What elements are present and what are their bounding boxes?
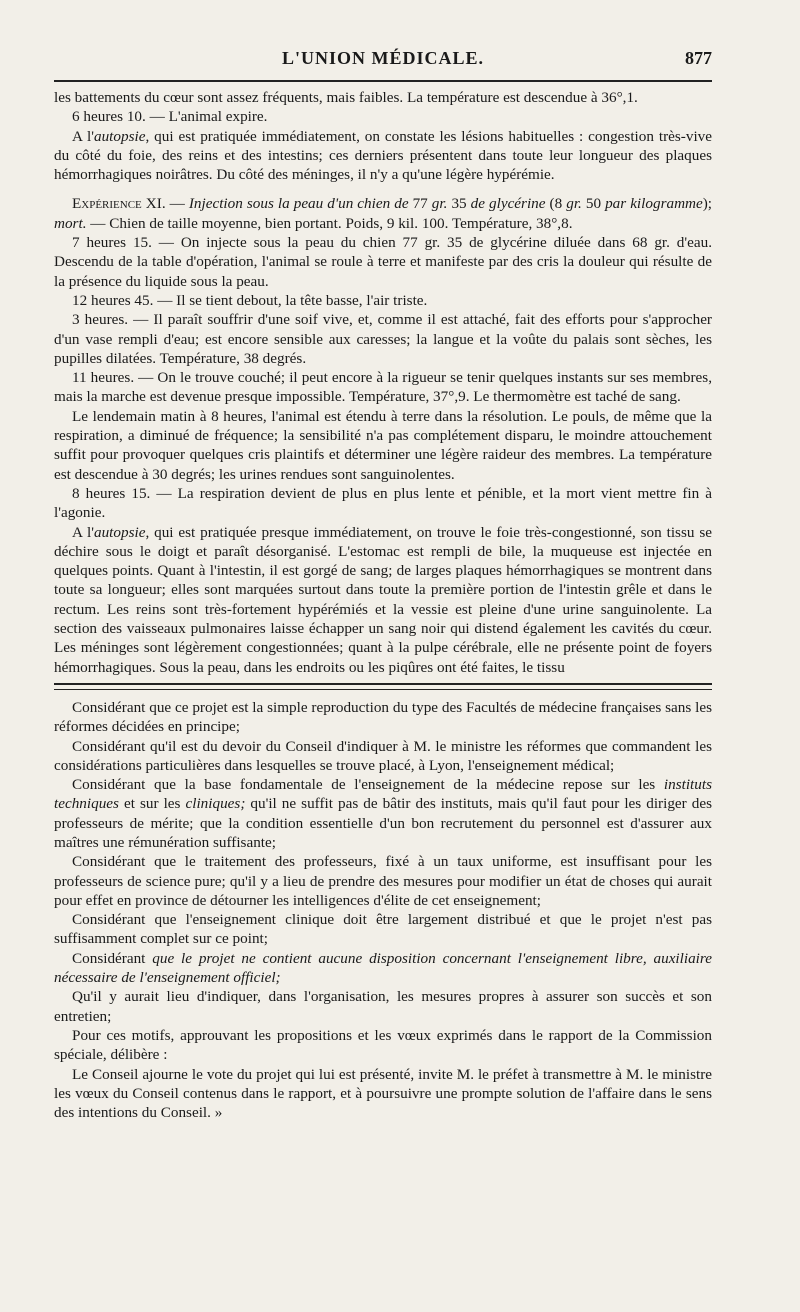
experiment-heading: Expérience XI. — Injection sous la peau d'un chien de 77 gr. 35 de glycérine (8 gr. 50 par kilogramme); mort. — Chien de taille moyenne, bien portant. Poids, 9 kil. 100. Température, 38°,8. [54,195,713,232]
paragraph: Considérant que le projet ne contient aucune disposition concernant l'enseignement libre, auxiliaire nécessaire de l'enseignement officiel; [54,949,712,987]
paragraph: A l'autopsie, qui est pratiquée presque immédiatement, on trouve le foie très-congestionné, son tissu se déchire sous le doigt et paraît désorganisé. L'estomac est rempli de bile, la muqueuse est injectée en quelques points. Quant à l'intestin, il est gorgé de sang; de larges plaques hémorrhagiques se montrent dans toute sa longueur; elles sont marquées surtout dans toute la première portion de l'intestin grêle et dans le rectum. Les reins sont très-fortement hypérémiés et la vessie est pleine d'une urine sanguinolente. La section des vaisseaux pulmonaires laisse échapper un sang noir qui distend également les cavités du cœur. Les méninges sont légèrement congestionnées; quant à la pulpe cérébrale, elle ne présente point de foyers hémorrhagiques. Sous la peau, dans les endroits ou les piqûres ont été faites, le tissu [54,523,712,676]
page-number: 877 [685,48,712,68]
paragraph: 12 heures 45. — Il se tient debout, la tête basse, l'air triste. [72,291,428,309]
article-lower [54,698,712,1123]
paragraph: 8 heures 15. — La respiration devient de plus en plus lente et pénible, et la mort vient mettre fin à l'agonie. [54,484,712,522]
article-upper [54,88,712,677]
paragraph: 7 heures 15. — On injecte sous la peau du chien 77 gr. 35 de glycérine diluée dans 68 gr. d'eau. Descendu de la table d'opération, l'animal se roule à terre et manifeste par des cris la douleur qui résulte de la présence du liquide sous la peau. [54,234,712,290]
paragraph: Le lendemain matin à 8 heures, l'animal est étendu à terre dans la résolution. Le pouls, de même que la respiration, a diminué de fréquence; la sensibilité n'a pas complétement disparu, le moindre attouchement suffit pour provoquer quelques cris plaintifs et déterminer une légère raideur des membres. La température est descendue à 30 degrés; les urines rendues sont sanguinolentes. [54,407,712,483]
paragraph: Considérant que la base fondamentale de l'enseignement de la médecine repose sur les instituts techniques et sur les cliniques; qu'il ne suffit pas de bâtir des instituts, mais qu'il faut pour les diriger des professeurs de mérite; que la condition essentielle d'un bon recrutement du personnel est d'assurer aux maîtres une rémunération suffisante; [54,776,712,851]
paragraph: Qu'il y aurait lieu d'indiquer, dans l'organisation, les mesures propres à assurer son succès et son entretien; [54,988,712,1025]
paragraph: Considérant que ce projet est la simple reproduction du type des Facultés de médecine françaises sans les réformes décidées en principe; [54,698,712,736]
paragraph: 6 heures 10. — L'animal expire. [72,108,268,126]
paragraph: Considérant que le traitement des professeurs, fixé à un taux uniforme, est insuffisant pour les professeurs de science pure; qu'il y a lieu de prendre des mesures pour modifier un état de choses qui aurait pour effet en province de détourner les intelligences d'élite de cet enseignement; [54,853,712,909]
paragraph: Considérant que l'enseignement clinique doit être largement distribué et que le projet n'est pas suffisamment complet sur ce point; [54,911,712,948]
paragraph: Pour ces motifs, approuvant les propositions et les vœux exprimés dans le rapport de la Commission spéciale, délibère : [54,1026,712,1064]
paragraph: les battements du cœur sont assez fréquents, mais faibles. La température est descendue à 36°,1. [54,89,638,106]
running-header [54,44,712,82]
paragraph: Le Conseil ajourne le vote du projet qui lui est présenté, invite M. le préfet à transmettre à M. le ministre les vœux du Conseil contenus dans le rapport, et à poursuivre une prompte solution de l'affaire dans le sens des intentions du Conseil. » [54,1065,712,1122]
paragraph: A l'autopsie, qui est pratiquée immédiatement, on constate les lésions habituelles : congestion très-vive du côté du foie, des reins et des intestins; ces derniers présentent dans toute leur longueur des plaques hémorrhagiques noirâtres. Du côté des méninges, il n'y a qu'une légère hypérémie. [54,127,712,184]
paragraph: Considérant qu'il est du devoir du Conseil d'indiquer à M. le ministre les réformes que commandent les considérations particulières dans lesquelles se trouve placé, à Lyon, l'enseignement médical; [54,737,712,774]
journal-title: L'UNION MÉDICALE. [281,48,485,68]
paragraph: 11 heures. — On le trouve couché; il peut encore à la rigueur se tenir quelques instants sur ses membres, mais la marche est devenue presque impossible. Température, 37°,9. Le thermomètre est taché de sang. [54,369,712,406]
paragraph: 3 heures. — Il paraît souffrir d'une soif vive, et, comme il est attaché, fait des efforts pour s'approcher d'un vase rempli d'eau; est encore sensible aux caresses; la langue et la voûte du palais sont sèches, les pupilles dilatées. Température, 38 degrés. [54,311,712,367]
experiment-label: Expérience XI. [72,195,166,213]
section-divider [54,683,712,690]
